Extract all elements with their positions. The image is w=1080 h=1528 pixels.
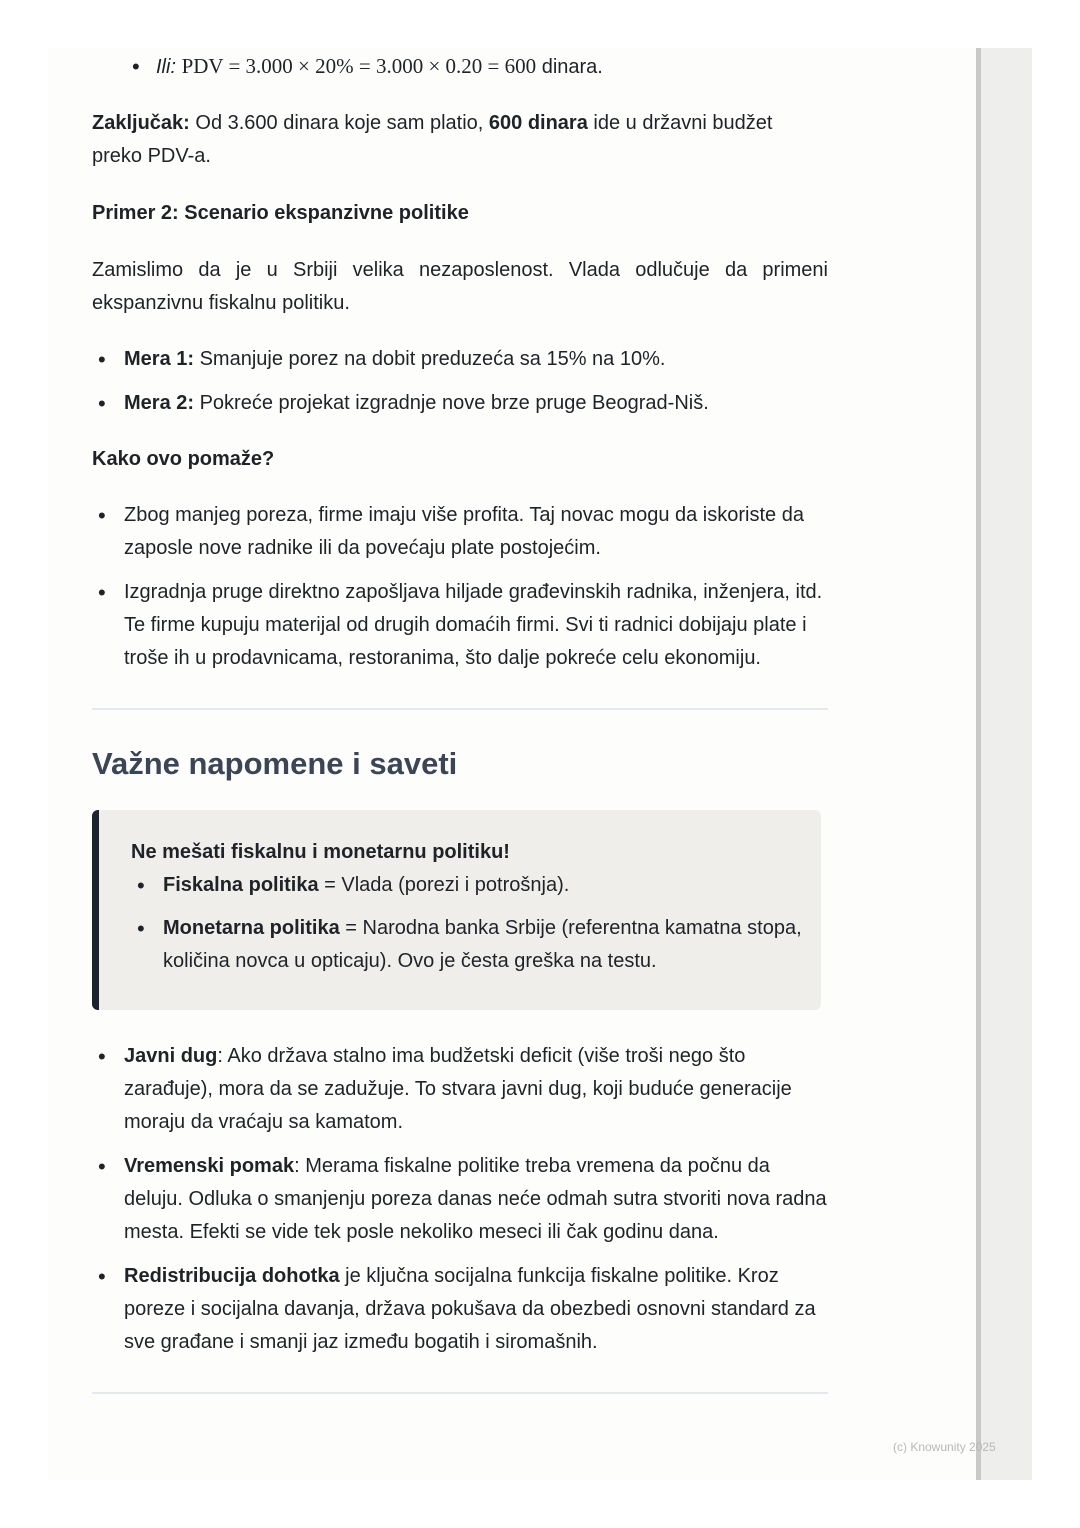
scrollbar-track[interactable] [976,48,1032,1480]
callout-item-label: Monetarna politika [163,917,340,939]
how-heading: Kako ovo pomaže? [92,448,275,470]
conclusion-label: Zaključak: [92,112,190,134]
measure-label: Mera 2: [124,392,195,414]
notes-list [92,1040,828,1359]
section-divider [92,708,828,710]
conclusion-paragraph [92,107,828,173]
warning-callout [92,810,821,1010]
section-divider [92,1392,828,1394]
formula-prefix: Ili: [156,56,176,78]
note-item [92,1040,828,1139]
example2-intro: Zamislimo da je u Srbiji velika nezaposlenost. Vlada odlučuje da primeni ekspanzivnu fiskalnu politiku. [92,259,828,314]
note-item [92,1260,828,1359]
copyright-footer: (c) Knowunity 2025 [893,1440,996,1454]
note-item [92,1150,828,1249]
callout-item [131,869,821,902]
callout-title: Ne mešati fiskalnu i monetarnu politiku! [131,841,510,863]
conclusion-text-end: ide u državni budžet preko PDV-a. [92,112,773,167]
measure-text: Pokreće projekat izgradnje nove brze pruge Beograd-Niš. [194,392,709,414]
note-label: Javni dug [124,1045,218,1067]
note-text: : Merama fiskalne politike treba vremena da počnu da deluju. Odluka o smanjenju poreza danas neće odmah sutra stvoriti nova radna mesta. Efekti se vide tek posle nekoliko meseci ili čak godinu dana. [124,1155,827,1243]
note-label: Vremenski pomak [124,1155,295,1177]
measure-text: Smanjuje porez na dobit preduzeća sa 15% na 10%. [194,348,666,370]
formula-suffix: dinara. [536,56,603,78]
measure-label: Mera 1: [124,348,195,370]
measure-item [92,387,828,420]
how-list [92,499,828,675]
callout-item [131,912,821,978]
callout-item-text: = Vlada (porezi i potrošnja). [318,874,570,896]
note-text: je ključna socijalna funkcija fiskalne politike. Kroz poreze i socijalna davanja, država pokušava da obezbedi osnovni standard za sve građane i smanji jaz između bogatih i siromašnih. [124,1265,816,1353]
note-text: : Ako država stalno ima budžetski deficit (više troši nego što zarađuje), mora da se zadužuje. To stvara javni dug, koji buduće generacije moraju da vraćaju sa kamatom. [124,1045,792,1133]
measure-item [92,343,828,376]
how-item: • Zbog manjeg poreza, firme imaju više profita. Taj novac mogu da iskoriste da zaposle nove radnike ili da povećaju plate postojećim. [92,499,828,565]
formula-list [92,50,828,84]
conclusion-bold: 600 dinara [488,112,588,134]
conclusion-text: Od 3.600 dinara koje sam platio, [189,112,489,134]
scrollbar-thumb[interactable] [976,48,981,1480]
formula-item [92,50,828,84]
measures-list [92,343,828,420]
callout-item-label: Fiskalna politika [163,874,319,896]
formula-expression: PDV = 3.000 × 20% = 3.000 × 0.20 = 600 [181,54,537,78]
document-content [92,50,828,1394]
notes-heading: Važne napomene i saveti [92,746,458,781]
note-label: Redistribucija dohotka [124,1265,340,1287]
example2-heading: Primer 2: Scenario ekspanzivne politike [92,202,469,224]
how-item: • Izgradnja pruge direktno zapošljava hiljade građevinskih radnika, inženjera, itd. Te firme kupuju materijal od drugih domaćih firmi. Svi ti radnici dobijaju plate i troše ih u prodavnicama, restoranima, što dalje pokreće celu ekonomiju. [92,576,828,675]
callout-list [131,869,821,978]
callout-item-text: = Narodna banka Srbije (referentna kamatna stopa, količina novca u opticaju). Ovo je česta greška na testu. [163,917,802,972]
